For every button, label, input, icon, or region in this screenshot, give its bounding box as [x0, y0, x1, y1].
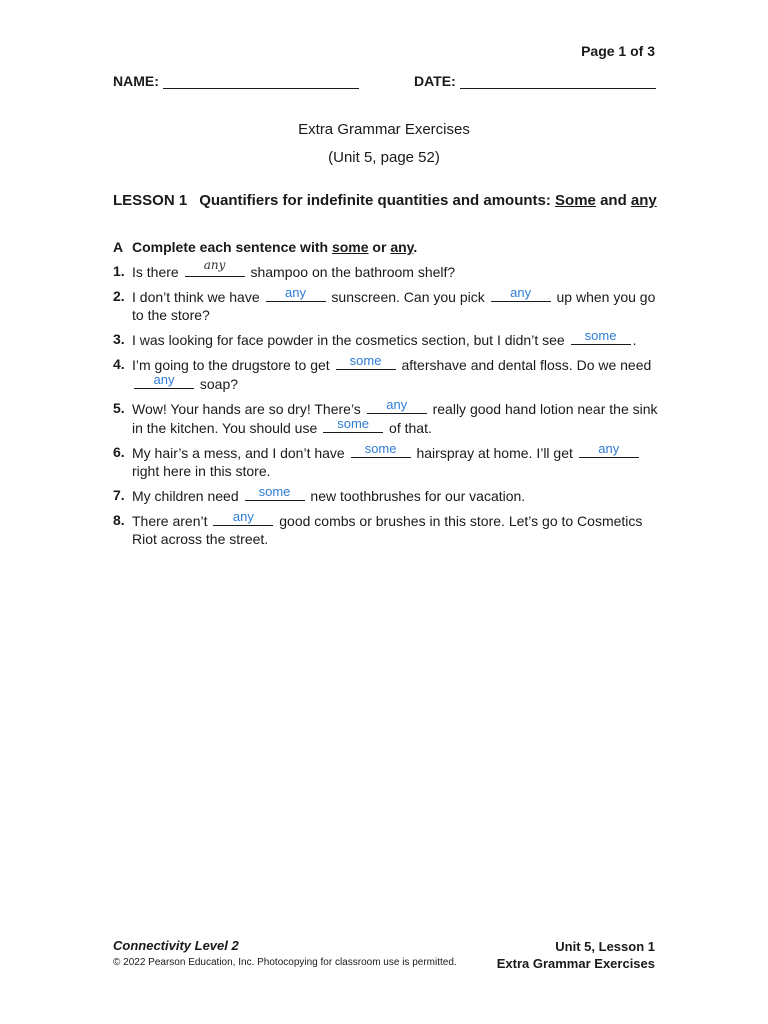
exercise-item: [113, 355, 658, 393]
exercise-item: [113, 511, 658, 548]
exercise-item: [113, 486, 658, 505]
answer-text: any: [510, 285, 532, 300]
item-number: 4.: [113, 356, 125, 372]
item-text: I’m going to the drugstore to get: [132, 357, 334, 373]
item-text: hairspray at home. I’ll get: [412, 445, 577, 461]
item-text: soap?: [196, 376, 239, 392]
instruction-some: some: [331, 239, 369, 255]
item-text: good combs or brushes in this store. Let’s go to Cosmetics Riot across the street.: [132, 513, 643, 547]
lesson-any: any: [630, 192, 657, 209]
answer-blank[interactable]: [351, 443, 411, 458]
copyright: © 2022 Pearson Education, Inc. Photocopying for classroom use is permitted.: [113, 957, 457, 968]
exercise-item: [113, 287, 658, 324]
document-subtitle: (Unit 5, page 52): [328, 149, 440, 166]
item-text: of that.: [385, 420, 432, 436]
item-text: I was looking for face powder in the cosmetics section, but I didn’t see: [132, 332, 569, 348]
footer-left: [113, 938, 457, 968]
item-text: My hair’s a mess, and I don’t have: [132, 445, 349, 461]
name-line[interactable]: [163, 74, 359, 89]
instruction-letter: A: [113, 239, 124, 255]
answer-text: some: [364, 441, 397, 456]
exercise-item: [113, 330, 658, 349]
answer-text: any: [386, 397, 408, 412]
answer-text: any: [598, 441, 620, 456]
item-text: There aren’t: [132, 513, 212, 529]
footer-section: Extra Grammar Exercises: [496, 956, 655, 971]
item-text: .: [632, 332, 637, 348]
date-label: DATE:: [414, 73, 456, 89]
answer-text: some: [349, 353, 382, 368]
item-text: My children need: [132, 488, 243, 504]
answer-blank[interactable]: [245, 486, 305, 501]
item-number: 8.: [113, 512, 125, 528]
exercise-item: [113, 399, 658, 437]
answer-blank[interactable]: [491, 287, 551, 302]
item-text: up when you go to the store?: [132, 289, 656, 323]
answer-blank[interactable]: [579, 443, 639, 458]
answer-blank[interactable]: [266, 287, 326, 302]
item-number: 2.: [113, 288, 125, 304]
date-line[interactable]: [460, 74, 656, 89]
item-text: new toothbrushes for our vacation.: [306, 488, 526, 504]
answer-blank[interactable]: [134, 374, 194, 389]
answer-blank[interactable]: [213, 511, 273, 526]
answer-blank[interactable]: [336, 355, 396, 370]
instruction-text: Complete each sentence with: [132, 239, 332, 255]
answer-text: any: [153, 372, 175, 387]
answer-text: some: [584, 328, 617, 343]
book-title: Connectivity Level 2: [113, 938, 239, 953]
item-text: right here in this store.: [132, 463, 271, 479]
answer-text: some: [258, 484, 291, 499]
answer-text: any: [232, 509, 254, 524]
answer-text: some: [337, 416, 370, 431]
lesson-and: and: [595, 192, 631, 209]
lesson-heading: [113, 191, 658, 211]
item-text: Wow! Your hands are so dry! There’s: [132, 401, 365, 417]
page-number: Page 1 of 3: [581, 43, 655, 59]
exercise-item: [113, 443, 658, 480]
item-number: 3.: [113, 331, 125, 347]
item-number: 5.: [113, 400, 125, 416]
lesson-number: LESSON 1: [113, 192, 188, 209]
item-text: I don’t think we have: [132, 289, 264, 305]
answer-blank[interactable]: [571, 330, 631, 345]
footer-unit: Unit 5, Lesson 1: [555, 939, 655, 954]
item-text: aftershave and dental floss. Do we need: [397, 357, 652, 373]
instruction: [113, 239, 417, 255]
lesson-some: Some: [555, 192, 596, 209]
answer-blank[interactable]: [185, 258, 245, 277]
footer-right: [497, 938, 655, 972]
instruction-or: or: [368, 239, 391, 255]
item-text: shampoo on the bathroom shelf?: [246, 264, 456, 280]
document-title: Extra Grammar Exercises: [298, 121, 470, 138]
instruction-end: .: [413, 239, 418, 255]
instruction-any: any: [390, 239, 414, 255]
exercise-list: [113, 258, 658, 548]
answer-text: any: [203, 258, 226, 272]
answer-blank[interactable]: [367, 399, 427, 414]
answer-text: any: [285, 285, 307, 300]
item-number: 1.: [113, 263, 125, 279]
date-field[interactable]: [414, 73, 656, 89]
item-text: really good hand lotion near the sink in the kitchen. You should use: [132, 401, 658, 436]
item-number: 7.: [113, 487, 125, 503]
answer-blank[interactable]: [323, 418, 383, 433]
name-label: NAME:: [113, 73, 159, 89]
item-text: sunscreen. Can you pick: [327, 289, 489, 305]
lesson-text: Quantifiers for indefinite quantities and amounts:: [199, 192, 556, 209]
item-number: 6.: [113, 444, 125, 460]
name-field[interactable]: [113, 73, 359, 89]
exercise-item: [113, 258, 658, 281]
item-text: Is there: [132, 264, 183, 280]
